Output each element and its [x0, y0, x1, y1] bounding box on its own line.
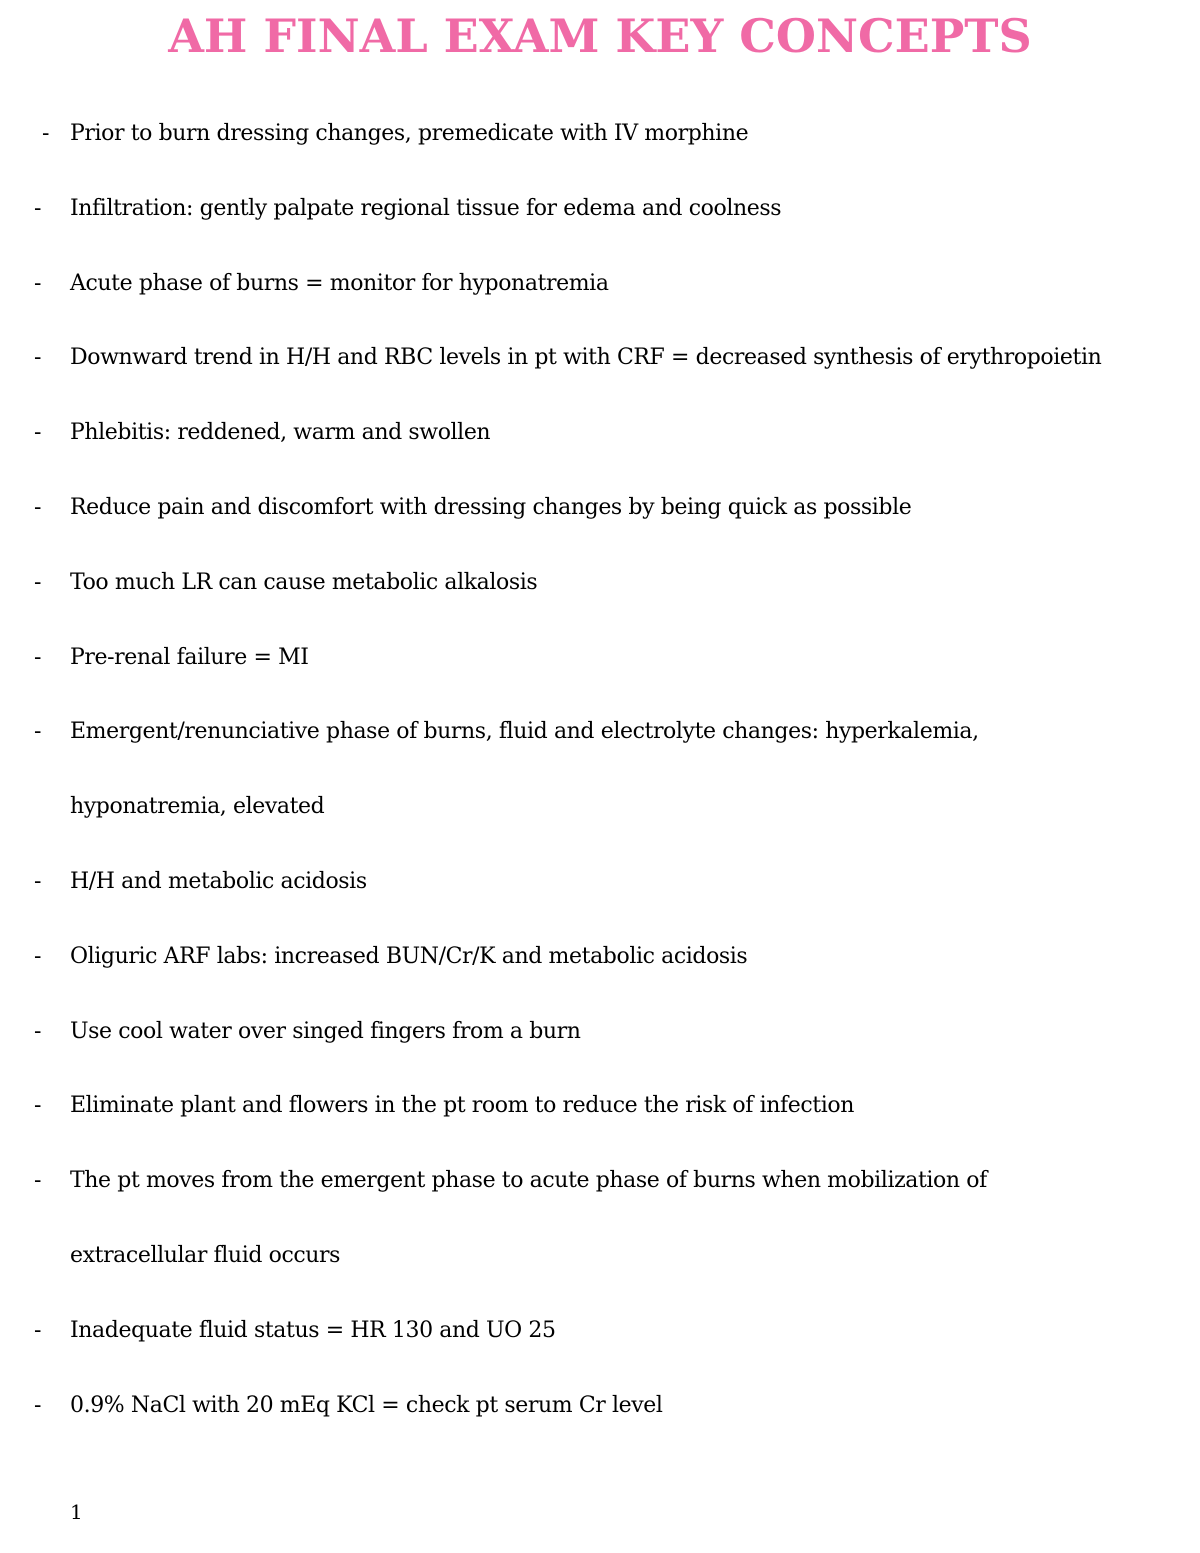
list-item-text: Prior to burn dressing changes, premedicate with IV morphine	[70, 121, 749, 146]
list-item	[0, 340, 1200, 376]
list-item-text: Oliguric ARF labs: increased BUN/Cr/K and metabolic acidosis	[70, 944, 748, 969]
bullet-dash: -	[34, 196, 42, 221]
bullet-dash: -	[34, 271, 42, 296]
bullet-dash: -	[34, 944, 42, 969]
bullet-dash: -	[34, 869, 42, 894]
bullet-dash: -	[34, 570, 42, 595]
list-item	[0, 1313, 1200, 1349]
list-item-text: Reduce pain and discomfort with dressing changes by being quick as possible	[70, 495, 912, 520]
bullet-dash: -	[34, 1019, 42, 1044]
list-item	[0, 266, 1200, 302]
bullet-dash: -	[34, 495, 42, 520]
list-item-continuation	[0, 1238, 1200, 1274]
bullet-dash: -	[34, 345, 42, 370]
list-item-text: extracellular fluid occurs	[70, 1243, 341, 1268]
bullet-dash: -	[34, 1393, 42, 1418]
list-item-text: Eliminate plant and flowers in the pt room to reduce the risk of infection	[70, 1093, 854, 1118]
page-number: 1	[70, 1500, 83, 1524]
list-item-text: Phlebitis: reddened, warm and swollen	[70, 420, 491, 445]
list-item	[0, 1388, 1200, 1424]
bullet-dash: -	[34, 719, 42, 744]
list-item	[0, 191, 1200, 227]
list-item-text: hyponatremia, elevated	[70, 794, 325, 819]
list-item	[0, 565, 1200, 601]
bullet-dash: -	[34, 1093, 42, 1118]
list-item	[0, 939, 1200, 975]
list-item-text: Use cool water over singed fingers from a burn	[70, 1019, 581, 1044]
bullet-dash: -	[42, 121, 50, 146]
bullet-dash: -	[34, 645, 42, 670]
list-item	[0, 1163, 1200, 1199]
list-item-text: Too much LR can cause metabolic alkalosis	[70, 570, 538, 595]
bullet-dash: -	[34, 1318, 42, 1343]
list-item-text: Acute phase of burns = monitor for hyponatremia	[70, 271, 609, 296]
list-item-text: Emergent/renunciative phase of burns, fluid and electrolyte changes: hyperkalemia,	[70, 719, 979, 744]
list-item	[0, 1088, 1200, 1124]
list-item-continuation	[0, 789, 1200, 825]
bullet-dash: -	[34, 420, 42, 445]
list-item-text: 0.9% NaCl with 20 mEq KCl = check pt serum Cr level	[70, 1393, 663, 1418]
list-item	[0, 116, 1200, 152]
list-item	[0, 640, 1200, 676]
list-item	[0, 415, 1200, 451]
document-title: AH FINAL EXAM KEY CONCEPTS	[168, 9, 1032, 63]
list-item	[0, 714, 1200, 750]
list-item	[0, 1014, 1200, 1050]
list-item	[0, 490, 1200, 526]
list-item	[0, 864, 1200, 900]
list-item-text: Infiltration: gently palpate regional tissue for edema and coolness	[70, 196, 782, 221]
list-item-text: H/H and metabolic acidosis	[70, 869, 367, 894]
list-item-text: Pre-renal failure = MI	[70, 645, 309, 670]
list-item-text: The pt moves from the emergent phase to acute phase of burns when mobilization of	[70, 1168, 987, 1193]
bullet-dash: -	[34, 1168, 42, 1193]
list-item-text: Inadequate fluid status = HR 130 and UO 25	[70, 1318, 556, 1343]
list-item-text: Downward trend in H/H and RBC levels in pt with CRF = decreased synthesis of erythropoietin	[70, 345, 1102, 370]
